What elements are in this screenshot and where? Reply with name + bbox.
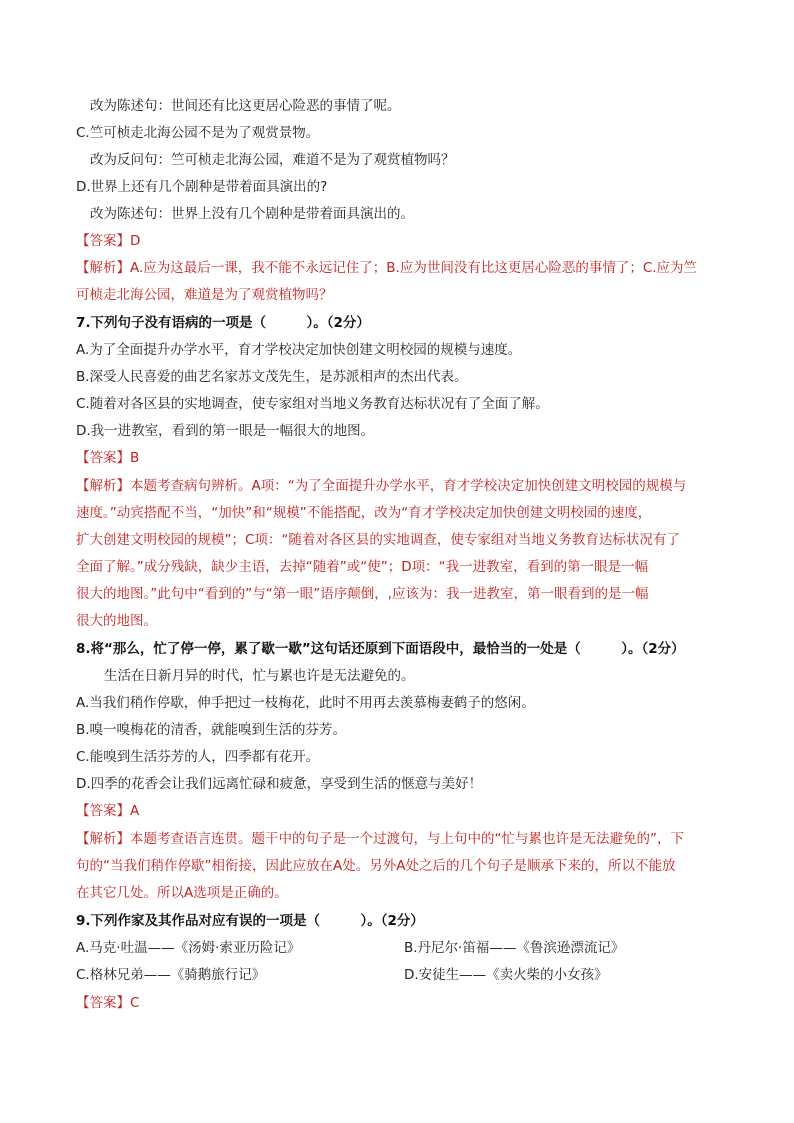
q8-passage: 生活在日新月异的时代，忙与累也许是无法避免的。 — [104, 668, 415, 684]
q8-stem: 8.将“那么，忙了停一停，累了歇一歇”这句话还原到下面语段中，最恰当的一处是（ ）。（2分） — [76, 641, 685, 657]
q9-option-d: D.安徒生——《卖火柴的小女孩》 — [404, 967, 608, 983]
q6-option-d: D.世界上还有几个剧种是带着面具演出的? — [76, 179, 328, 195]
q7-option-b: B.深受人民喜爱的曲艺名家苏文茂先生，是苏派相声的杰出代表。 — [76, 369, 468, 385]
q9-option-c: C.格林兄弟——《骑鹅旅行记》 — [76, 967, 266, 983]
q9-option-b: B.丹尼尔·笛福——《鲁滨逊漂流记》 — [404, 940, 625, 956]
q7-analysis-line: 很大的地图。”此句中“看到的”与“第一眼”语序颠倒，,应该为：我一进教室，第一眼看到的是一幅 — [76, 586, 649, 602]
q9-stem: 9.下列作家及其作品对应有误的一项是（ ）。（2分） — [76, 913, 424, 929]
q7-analysis-line: 扩大创建文明校园的规模”；C项：“随着对各区县的实地调查，使专家组对当地义务教育达标状况有了 — [76, 532, 680, 548]
q6-option-c-rewrite: 改为反问句：竺可桢走北海公园，难道不是为了观赏植物吗？ — [90, 152, 455, 168]
q6-analysis-line: 【解析】A.应为这最后一课，我不能不永远记住了；B.应为世间没有比这更居心险恶的事情了；C.应为竺 — [76, 260, 698, 276]
q7-analysis-line: 全面了解。”成分残缺，缺少主语，去掉“随着”或“使”；D项：“我一进教室，看到的第一眼是一幅 — [76, 559, 649, 575]
q6-option-b-rewrite: 改为陈述句：世间还有比这更居心险恶的事情了呢。 — [90, 98, 401, 114]
q6-answer: 【答案】D — [76, 233, 141, 249]
q7-option-c: C.随着对各区县的实地调查，使专家组对当地义务教育达标状况有了全面了解。 — [76, 396, 549, 412]
q6-option-c: C.竺可桢走北海公园不是为了观赏景物。 — [76, 125, 320, 141]
q9-answer: 【答案】C — [76, 995, 140, 1011]
q7-analysis-line: 【解析】本题考查病句辨析。A项：“为了全面提升办学水平，育才学校决定加快创建文明校园的规模与 — [76, 478, 687, 494]
q7-analysis-line: 速度。”动宾搭配不当，“加快”和“规模”不能搭配，改为“育才学校决定加快创建文明校园的速度， — [76, 505, 652, 521]
q8-analysis-line: 句的“当我们稍作停歇”相衔接，因此应放在A处。另外A处之后的几个句子是顺承下来的，所以不能放 — [76, 858, 676, 874]
q8-option-a: A.当我们稍作停歇，伸手把过一枝梅花，此时不用再去羡慕梅妻鹤子的悠闲。 — [76, 695, 535, 711]
q8-analysis-line: 在其它几处。所以A选项是正确的。 — [76, 885, 288, 901]
q8-option-b: B.嗅一嗅梅花的清香，就能嗅到生活的芬芳。 — [76, 722, 347, 738]
q8-analysis-line: 【解析】本题考查语言连贯。题干中的句子是一个过渡句，与上句中的“忙与累也许是无法避免的”，下 — [76, 831, 684, 847]
q9-option-a: A.马克·吐温——《汤姆·索亚历险记》 — [76, 940, 301, 956]
q7-option-d: D.我一进教室，看到的第一眼是一幅很大的地图。 — [76, 423, 375, 439]
q7-answer: 【答案】B — [76, 450, 140, 466]
q6-option-d-rewrite: 改为陈述句：世界上没有几个剧种是带着面具演出的。 — [90, 206, 414, 222]
q8-option-c: C.能嗅到生活芬芳的人，四季都有花开。 — [76, 749, 320, 765]
q6-analysis-line: 可桢走北海公园，难道是为了观赏植物吗？ — [76, 287, 333, 303]
q8-answer: 【答案】A — [76, 803, 140, 819]
q7-stem: 7.下列句子没有语病的一项是（ ）。（2分） — [76, 315, 370, 331]
q8-option-d: D.四季的花香会让我们远离忙碌和疲惫，享受到生活的惬意与美好！ — [76, 776, 483, 792]
q7-option-a: A.为了全面提升办学水平，育才学校决定加快创建文明校园的规模与速度。 — [76, 342, 522, 358]
q7-analysis-line: 很大的地图。 — [76, 613, 157, 629]
